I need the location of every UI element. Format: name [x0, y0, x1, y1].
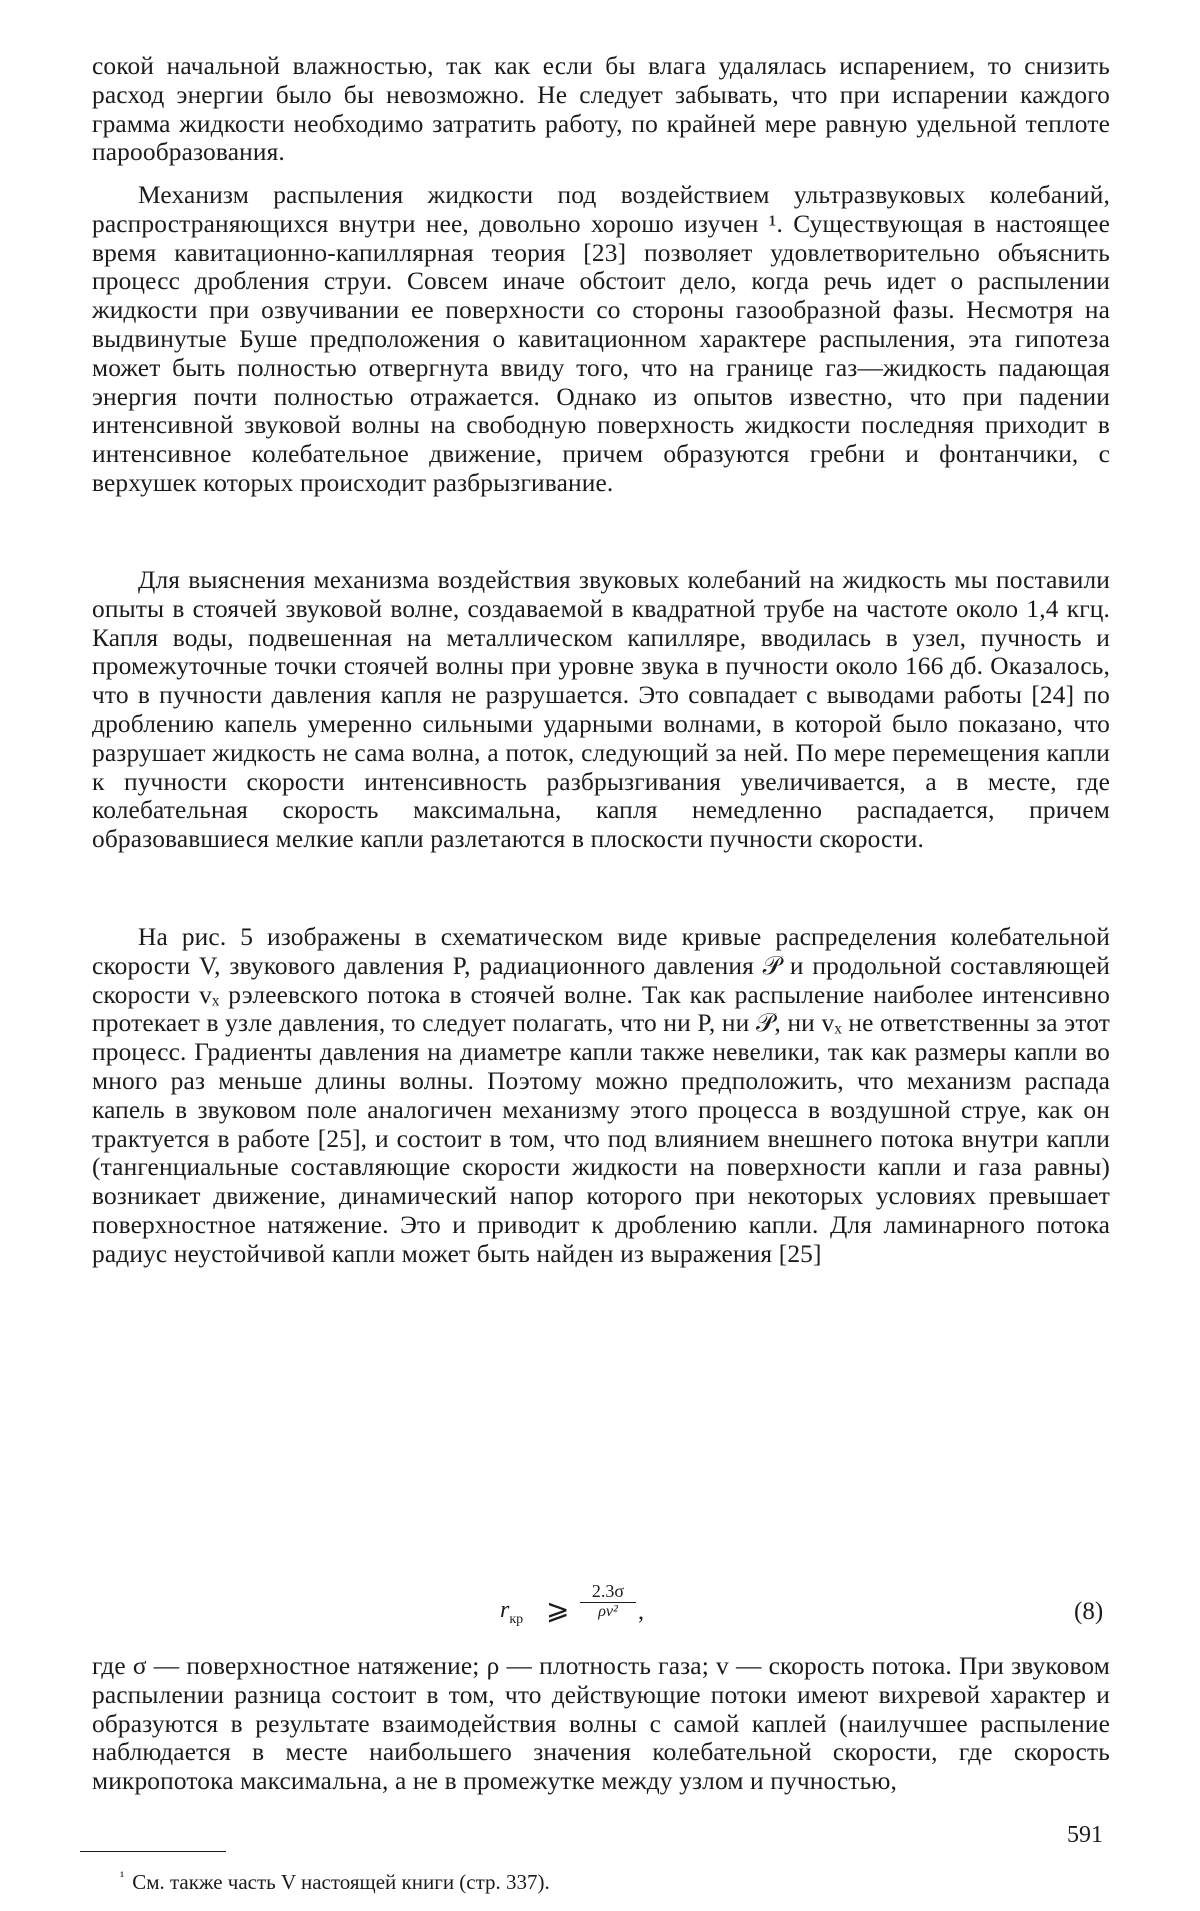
formula-relation: ⩾ [546, 1595, 570, 1626]
paragraph-continuation: сокой начальной влажностью, так как если бы влага удалялась испарением, то снизить расход энергии было бы невозможно. Не следует забывать, что при испарении каждого грамма жидкости необходимо затратить работу, по крайней мере равную удельной теплоте парообразования. [92, 52, 1110, 167]
paragraph-formula-explanation: где σ — поверхностное натяжение; ρ — плотность газа; v — скорость потока. При звуковом распылении разница состоит в том, что действующие потоки имеют вихревой характер и образуются в результате взаимодействия волны с самой каплей (наилучшее распыление наблюдается в месте наибольшего значения колебательной скорости, где скорость микропотока максимальна, а не в промежутке между узлом и пучностью, [92, 1652, 1110, 1796]
paragraph-figure-5-discussion: На рис. 5 изображены в схематическом виде кривые распределения колебательной скорости V, звукового давления P, радиационного давления 𝒫 и продольной составляющей скорости vₓ рэлеевского потока в стоячей волне. Так как распыление наиболее интенсивно протекает в узле давления, то следует полагать, что ни P, ни 𝒫, ни vₓ не ответственны за этот процесс. Градиенты давления на диаметре капли также невелики, так как размеры капли во много раз меньше длины волны. Поэтому можно предположить, что механизм распада капель в звуковом поле аналогичен механизму этого процесса в воздушной струе, как он трактуется в работе [25], и состоит в том, что под влиянием внешнего потока внутри капли (тангенциальные составляющие скорости жидкости на поверхности капли и газа равны) возникает движение, динамический напор которого при некоторых условиях превышает поверхностное натяжение. Это и приводит к дроблению капли. Для ламинарного потока радиус неустойчивой капли может быть найден из выражения [25] [92, 923, 1110, 1268]
formula-trail: , [638, 1599, 644, 1625]
footnote-text: См. также часть V настоящей книги (стр. 337). [132, 1870, 550, 1894]
formula-fraction [580, 1581, 636, 1621]
formula-numerator: 2.3σ [580, 1581, 636, 1603]
footnote-divider [80, 1851, 226, 1852]
footnote-mark: ¹ [120, 1870, 125, 1885]
formula-lhs: $r_{кр}$ [500, 1597, 524, 1627]
page-number: 591 [1067, 1822, 1103, 1848]
paragraph-ultrasonic-mechanism: Механизм распыления жидкости под воздействием ультразвуковых колебаний, распространяющихся внутри нее, довольно хорошо изучен ¹. Существующая в настоящее время кавитационно-капиллярная теория [23] позволяет удовлетворительно объяснить процесс дробления струи. Совсем иначе обстоит дело, когда речь идет о распылении жидкости при озвучивании ее поверхности со стороны газообразной фазы. Несмотря на выдвинутые Буше предположения о кавитационном характере распыления, эта гипотеза может быть полностью отвергнута ввиду того, что на границе газ—жидкость падающая энергия почти полностью отражается. Однако из опытов известно, что при падении интенсивной звуковой волны на свободную поверхность жидкости последняя приходит в интенсивное колебательное движение, причем образуются гребни и фонтанчики, с верхушек которых происходит разбрызгивание. [92, 181, 1110, 497]
footnote [120, 1869, 550, 1899]
formula-denominator: ρv² [598, 1603, 618, 1620]
paragraph-standing-wave-experiment: Для выяснения механизма воздействия звуковых колебаний на жидкость мы поставили опыты в стоячей звуковой волне, создаваемой в квадратной трубе на частоте около 1,4 кгц. Капля воды, подвешенная на металлическом капилляре, вводилась в узел, пучность и промежуточные точки стоячей волны при уровне звука в пучности около 166 дб. Оказалось, что в пучности давления капля не разрушается. Это совпадает с выводами работы [24] по дроблению капель умеренно сильными ударными волнами, в которой было показано, что разрушает жидкость не сама волна, а поток, следующий за ней. По мере перемещения капли к пучности скорости интенсивность разбрызгивания увеличивается, а в месте, где колебательная скорость максимальна, капля немедленно распадается, причем образовавшиеся мелкие капли разлетаются в плоскости пучности скорости. [92, 566, 1110, 854]
equation-number: (8) [1074, 1598, 1104, 1625]
